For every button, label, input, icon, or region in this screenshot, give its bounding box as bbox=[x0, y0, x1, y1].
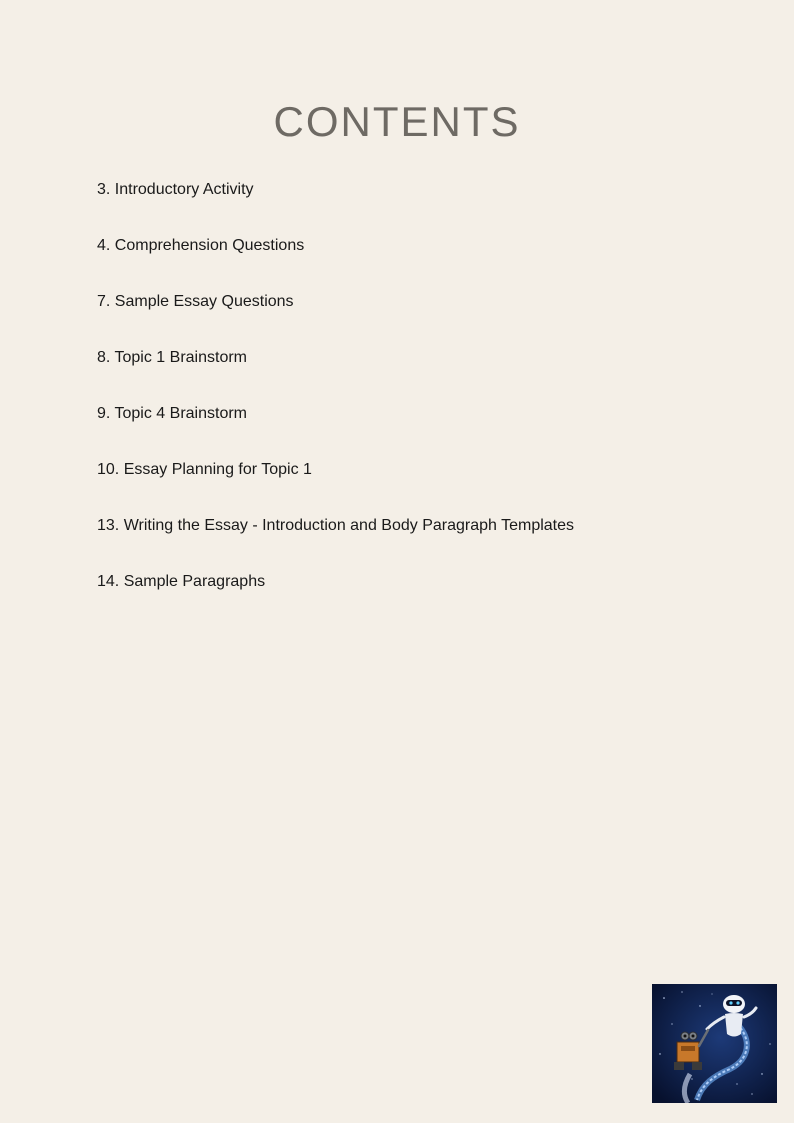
toc-item-writing-the-essay: 13. Writing the Essay - Introduction and Body Paragraph Templates bbox=[97, 517, 575, 534]
toc-item-introductory-activity: 3. Introductory Activity bbox=[97, 181, 254, 198]
table-of-contents bbox=[97, 178, 574, 626]
toc-item-topic-1-brainstorm: 8. Topic 1 Brainstorm bbox=[97, 349, 247, 366]
space-background bbox=[652, 984, 777, 1103]
toc-item-sample-paragraphs: 14. Sample Paragraphs bbox=[97, 573, 266, 590]
toc-item-essay-planning: 10. Essay Planning for Topic 1 bbox=[97, 461, 312, 478]
toc-item-sample-essay-questions: 7. Sample Essay Questions bbox=[97, 293, 294, 310]
illustration-drawing bbox=[652, 984, 777, 1103]
toc-item-topic-4-brainstorm: 9. Topic 4 Brainstorm bbox=[97, 405, 247, 422]
toc-item-comprehension-questions: 4. Comprehension Questions bbox=[97, 237, 305, 254]
page-title: CONTENTS bbox=[273, 98, 521, 145]
robots-in-space-illustration bbox=[652, 984, 777, 1103]
